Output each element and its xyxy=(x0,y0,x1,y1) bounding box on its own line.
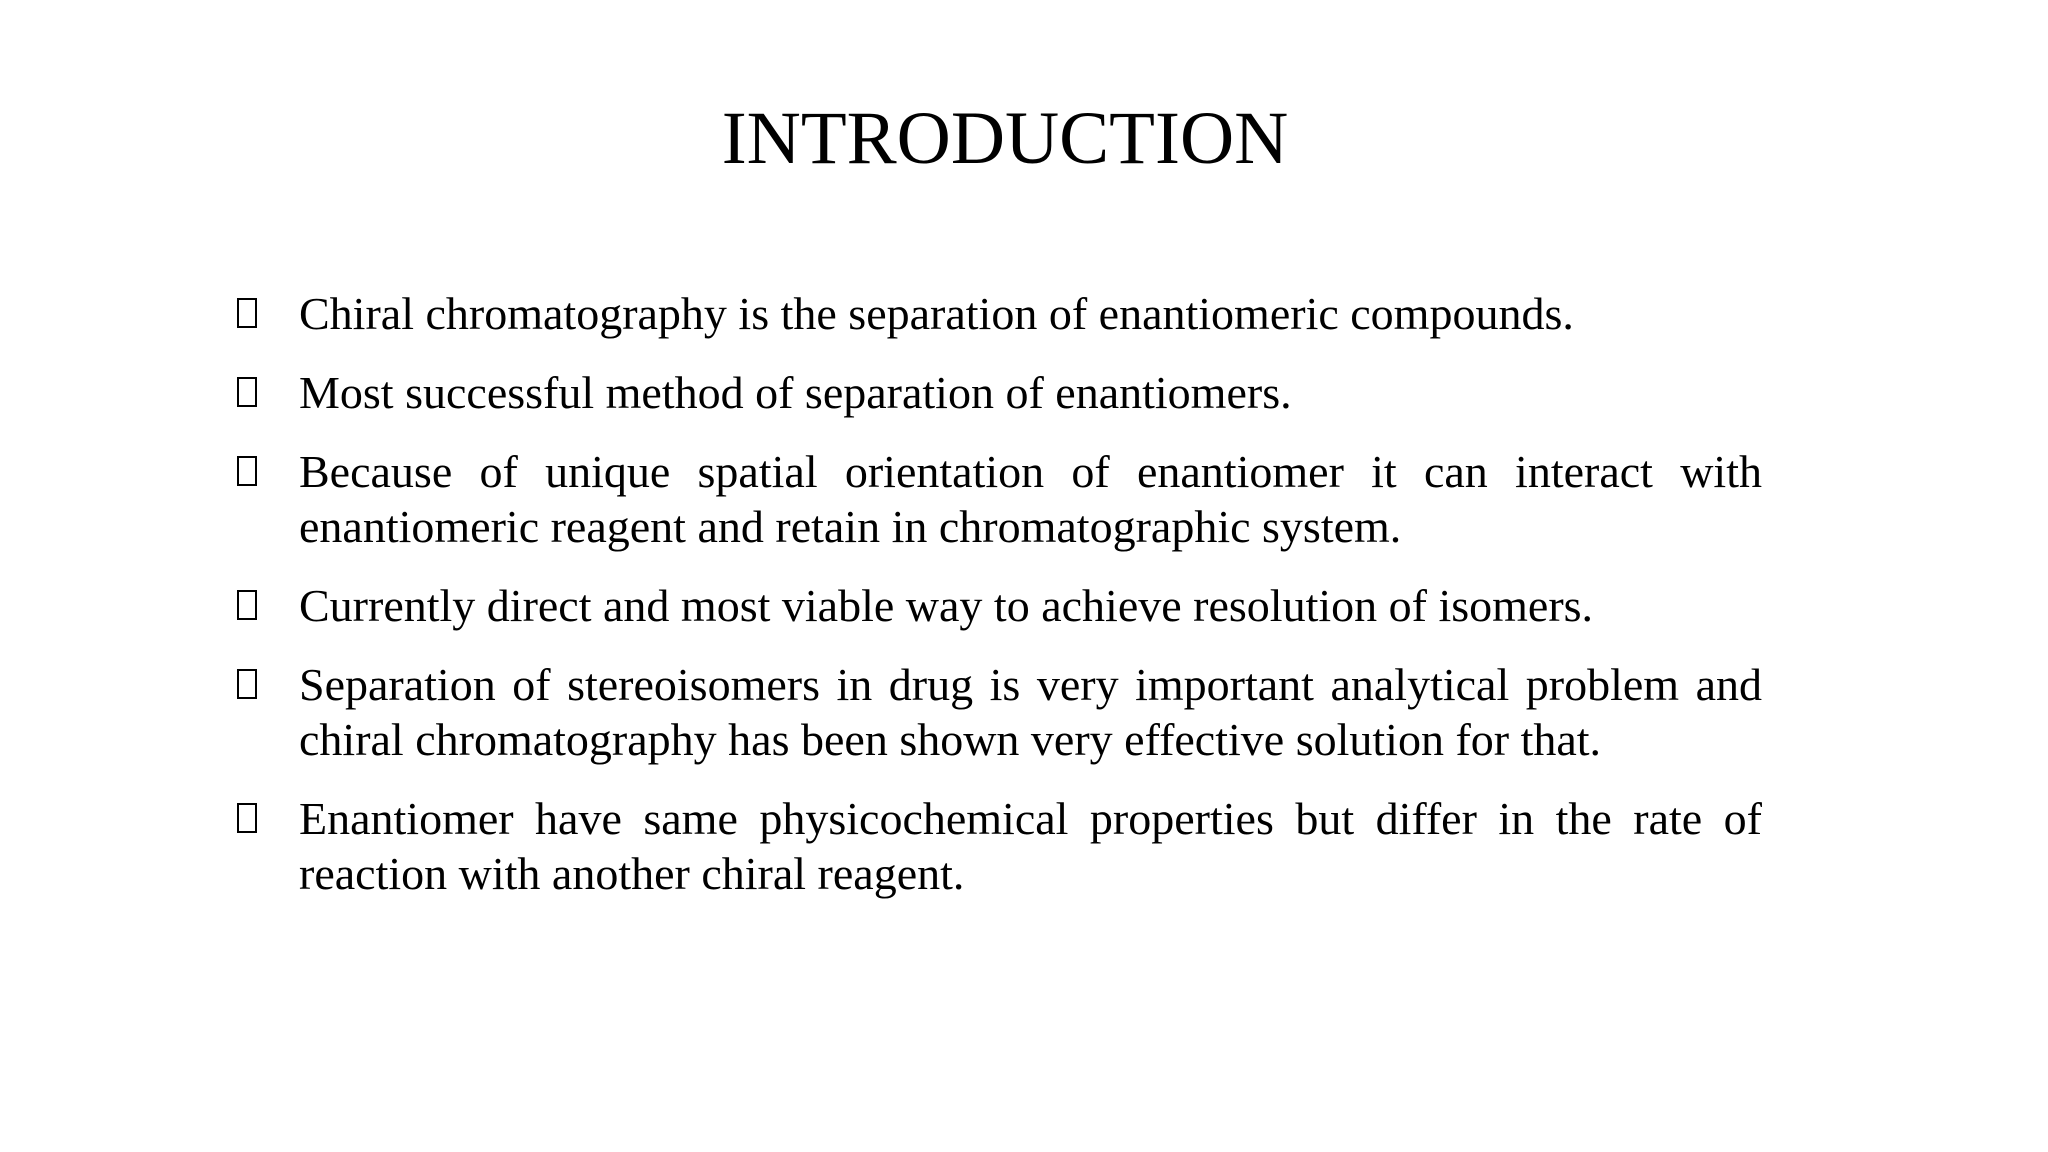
bullet-list xyxy=(237,286,1762,925)
bullet-item xyxy=(237,791,1762,901)
bullet-text: Chiral chromatography is the separation of enantiomeric compounds. xyxy=(299,288,1574,339)
square-bullet-icon xyxy=(237,456,257,486)
slide-title: INTRODUCTION xyxy=(721,97,1289,180)
square-bullet-icon xyxy=(237,590,257,620)
bullet-item xyxy=(237,286,1762,341)
bullet-text: Currently direct and most viable way to achieve resolution of isomers. xyxy=(299,580,1594,631)
bullet-text: Because of unique spatial orientation of enantiomer it can interact with enantiomeric reagent and retain in chromatographic system. xyxy=(299,446,1762,552)
bullet-text: Separation of stereoisomers in drug is very important analytical problem and chiral chromatography has been shown very effective solution for that. xyxy=(299,659,1762,765)
bullet-item xyxy=(237,578,1762,633)
bullet-item xyxy=(237,657,1762,767)
square-bullet-icon xyxy=(237,298,257,328)
square-bullet-icon xyxy=(237,669,257,699)
bullet-item xyxy=(237,365,1762,420)
bullet-text: Most successful method of separation of enantiomers. xyxy=(299,367,1292,418)
square-bullet-icon xyxy=(237,377,257,407)
bullet-text: Enantiomer have same physicochemical properties but differ in the rate of reaction with another chiral reagent. xyxy=(299,793,1762,899)
bullet-item xyxy=(237,444,1762,554)
square-bullet-icon xyxy=(237,803,257,833)
